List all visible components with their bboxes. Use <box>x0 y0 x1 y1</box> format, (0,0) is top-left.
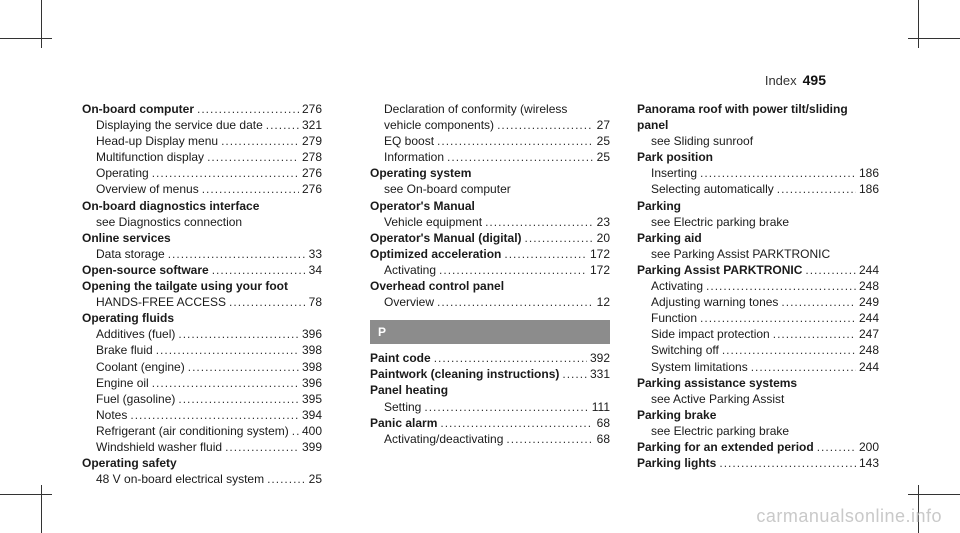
crop-mark <box>908 38 960 39</box>
index-subentry <box>370 133 610 149</box>
entry-text: Optimized acceleration <box>370 246 502 261</box>
dot-leader <box>152 165 299 181</box>
entry-text: Switching off <box>651 343 719 358</box>
page-reference: 276 <box>301 182 322 197</box>
dot-leader <box>773 326 856 342</box>
page-reference: 278 <box>301 150 322 165</box>
entry-text: Coolant (engine) <box>96 359 185 374</box>
index-heading: Operating fluids <box>82 311 175 326</box>
entry-text: Setting <box>384 399 422 414</box>
entry-text: Open-source software <box>82 262 209 277</box>
cross-reference: see Electric parking brake <box>651 423 790 438</box>
dot-leader <box>437 133 593 149</box>
entry-text: Fuel (gasoline) <box>96 391 176 406</box>
cross-reference: see Parking Assist PARKTRONIC <box>651 246 831 261</box>
page-reference: 25 <box>596 134 610 149</box>
page-reference: 244 <box>858 262 879 277</box>
page-reference: 396 <box>301 327 322 342</box>
page-reference: 25 <box>596 150 610 165</box>
entry-text: Head-up Display menu <box>96 134 219 149</box>
entry-text: Parking lights <box>637 456 717 471</box>
entry-text: Brake fluid <box>96 343 153 358</box>
page-reference: 398 <box>301 343 322 358</box>
index-subentry <box>82 326 322 342</box>
dot-leader <box>229 294 305 310</box>
entry-text: Side impact protection <box>651 327 770 342</box>
dot-leader <box>817 439 856 455</box>
dot-leader <box>562 366 587 382</box>
page-reference: 276 <box>301 166 322 181</box>
page-reference: 248 <box>858 279 879 294</box>
index-heading: Online services <box>82 230 171 245</box>
index-subentry: Declaration of conformity (wireless <box>384 102 568 116</box>
index-entry <box>637 455 879 471</box>
entry-text: On-board computer <box>82 102 195 116</box>
index-entry <box>370 230 610 246</box>
entry-text: 48 V on-board electrical system <box>96 472 265 487</box>
entry-text: HANDS-FREE ACCESS <box>96 295 227 310</box>
dot-leader <box>700 310 856 326</box>
page-reference: 12 <box>596 295 610 310</box>
index-column-2 <box>370 101 610 447</box>
index-heading: Parking brake <box>637 407 717 422</box>
entry-text: Activating/deactivating <box>384 431 504 446</box>
crop-mark <box>918 0 919 48</box>
index-subentry <box>82 471 322 487</box>
crop-mark <box>41 0 42 48</box>
page-reference: 68 <box>596 415 610 430</box>
dot-leader <box>292 423 299 439</box>
entry-text: Selecting automatically <box>651 182 774 197</box>
dot-leader <box>424 399 588 415</box>
entry-text: Operator's Manual (digital) <box>370 230 522 245</box>
section-letter-p: P <box>370 320 610 344</box>
page-reference: 27 <box>596 118 610 133</box>
page-reference: 279 <box>301 134 322 149</box>
index-column-1 <box>82 101 322 487</box>
page-reference: 23 <box>596 214 610 229</box>
page-number: 495 <box>802 72 826 88</box>
index-heading: Operating safety <box>82 456 177 471</box>
crop-mark <box>0 494 52 495</box>
cross-reference: see Electric parking brake <box>651 214 790 229</box>
index-heading: Opening the tailgate using your foot <box>82 279 288 294</box>
index-subentry <box>370 399 610 415</box>
index-entry <box>637 439 879 455</box>
entry-text: Parking Assist PARKTRONIC <box>637 262 803 277</box>
index-heading: Panorama roof with power tilt/sliding <box>637 102 848 116</box>
index-entry <box>370 366 610 382</box>
entry-text: Refrigerant (air conditioning system) <box>96 423 289 438</box>
page-reference: 200 <box>858 439 879 454</box>
entry-text: Activating <box>384 262 437 277</box>
index-subentry <box>637 294 879 310</box>
index-entry <box>82 101 322 117</box>
index-heading: Parking <box>637 198 682 213</box>
index-subentry <box>82 391 322 407</box>
entry-text: Vehicle equipment <box>384 214 483 229</box>
entry-text: Additives (fuel) <box>96 327 176 342</box>
page-reference: 248 <box>858 343 879 358</box>
cross-reference: see On-board computer <box>384 182 511 197</box>
index-heading: On-board diagnostics interface <box>82 198 260 213</box>
page-reference: 172 <box>589 262 610 277</box>
dot-leader <box>485 214 593 230</box>
entry-text: Operating <box>96 166 149 181</box>
dot-leader <box>212 262 305 278</box>
dot-leader <box>506 431 593 447</box>
page-reference: 392 <box>589 351 610 366</box>
index-subentry <box>82 294 322 310</box>
page-reference: 186 <box>858 166 879 181</box>
page-reference: 172 <box>589 246 610 261</box>
dot-leader <box>202 181 299 197</box>
index-subentry <box>637 342 879 358</box>
index-subentry <box>82 117 322 133</box>
index-heading: Operating system <box>370 166 472 181</box>
cross-reference: see Active Parking Assist <box>651 391 785 406</box>
index-heading: Park position <box>637 150 714 165</box>
entry-text: System limitations <box>651 359 748 374</box>
dot-leader <box>197 101 299 117</box>
page-header <box>765 72 826 88</box>
page-reference: 20 <box>596 230 610 245</box>
index-subentry <box>370 431 610 447</box>
dot-leader <box>266 117 299 133</box>
page-reference: 276 <box>301 102 322 116</box>
entry-text: Overview of menus <box>96 182 199 197</box>
cross-reference: see Diagnostics connection <box>96 214 243 229</box>
entry-text: Overview <box>384 295 435 310</box>
dot-leader <box>719 455 856 471</box>
index-subentry <box>82 246 322 262</box>
dot-leader <box>805 262 856 278</box>
dot-leader <box>178 391 299 407</box>
index-subentry <box>82 133 322 149</box>
page-reference: 25 <box>308 472 322 487</box>
dot-leader <box>188 359 299 375</box>
entry-text: vehicle components) <box>384 118 495 133</box>
index-heading: panel <box>637 118 669 133</box>
entry-text: Multifunction display <box>96 150 205 165</box>
index-column-3 <box>637 101 879 471</box>
index-entry <box>370 415 610 431</box>
cross-reference: see Sliding sunroof <box>651 134 754 149</box>
entry-text: Inserting <box>651 166 698 181</box>
dot-leader <box>225 439 299 455</box>
page-reference: 244 <box>858 359 879 374</box>
entry-text: Panic alarm <box>370 415 438 430</box>
entry-text: Adjusting warning tones <box>651 295 779 310</box>
index-subentry <box>370 262 610 278</box>
index-subentry <box>637 278 879 294</box>
index-heading: Overhead control panel <box>370 279 505 294</box>
entry-text: Displaying the service due date <box>96 118 263 133</box>
page-reference: 399 <box>301 439 322 454</box>
dot-leader <box>267 471 305 487</box>
page-reference: 68 <box>596 431 610 446</box>
dot-leader <box>130 407 299 423</box>
page-reference: 247 <box>858 327 879 342</box>
page-reference: 186 <box>858 182 879 197</box>
watermark: carmanualsonline.info <box>756 506 942 526</box>
entry-text: Data storage <box>96 246 165 261</box>
page-reference: 33 <box>308 246 322 261</box>
index-subentry <box>637 359 879 375</box>
entry-text: Windshield washer fluid <box>96 439 223 454</box>
entry-text: Parking for an extended period <box>637 439 814 454</box>
index-subentry <box>637 310 879 326</box>
index-subentry <box>82 359 322 375</box>
index-subentry <box>370 117 610 133</box>
index-heading: Operator's Manual <box>370 198 475 213</box>
index-subentry <box>637 181 879 197</box>
index-subentry <box>370 294 610 310</box>
dot-leader <box>700 165 856 181</box>
entry-text: Information <box>384 150 445 165</box>
page-reference: 331 <box>589 367 610 382</box>
dot-leader <box>178 326 299 342</box>
index-subentry <box>370 214 610 230</box>
crop-mark <box>41 485 42 533</box>
dot-leader <box>751 359 856 375</box>
dot-leader <box>168 246 305 262</box>
page-reference: 78 <box>308 295 322 310</box>
page-reference: 398 <box>301 359 322 374</box>
page-reference: 34 <box>308 262 322 277</box>
page-reference: 394 <box>301 407 322 422</box>
entry-text: Paint code <box>370 351 431 366</box>
page-reference: 143 <box>858 456 879 471</box>
index-entry <box>82 262 322 278</box>
page-reference: 249 <box>858 295 879 310</box>
entry-text: Paintwork (cleaning instructions) <box>370 367 560 382</box>
index-subentry <box>82 149 322 165</box>
page-reference: 395 <box>301 391 322 406</box>
crop-mark <box>0 38 52 39</box>
index-subentry <box>82 181 322 197</box>
dot-leader <box>439 262 587 278</box>
dot-leader <box>722 342 856 358</box>
entry-text: Notes <box>96 407 128 422</box>
index-subentry <box>82 165 322 181</box>
page-reference: 400 <box>301 423 322 438</box>
page-reference: 111 <box>591 399 610 414</box>
entry-text: Engine oil <box>96 375 149 390</box>
index-heading: Parking aid <box>637 230 702 245</box>
dot-leader <box>440 415 593 431</box>
index-entry <box>370 350 610 366</box>
entry-text: Function <box>651 311 698 326</box>
index-subentry <box>82 375 322 391</box>
dot-leader <box>221 133 299 149</box>
index-heading: Parking assistance systems <box>637 375 798 390</box>
dot-leader <box>156 342 299 358</box>
index-entry <box>370 246 610 262</box>
dot-leader <box>207 149 299 165</box>
crop-mark <box>908 494 960 495</box>
index-subentry <box>82 342 322 358</box>
dot-leader <box>525 230 593 246</box>
index-subentry <box>82 439 322 455</box>
dot-leader <box>434 350 587 366</box>
index-heading: Panel heating <box>370 383 449 398</box>
dot-leader <box>497 117 593 133</box>
dot-leader <box>447 149 593 165</box>
index-subentry <box>637 165 879 181</box>
section-title: Index <box>764 73 797 88</box>
page-reference: 244 <box>858 311 879 326</box>
index-subentry <box>82 423 322 439</box>
index-subentry <box>82 407 322 423</box>
dot-leader <box>706 278 856 294</box>
page-reference: 321 <box>301 118 322 133</box>
page-reference: 396 <box>301 375 322 390</box>
dot-leader <box>781 294 856 310</box>
dot-leader <box>437 294 593 310</box>
entry-text: EQ boost <box>384 134 435 149</box>
index-subentry <box>370 149 610 165</box>
entry-text: Activating <box>651 279 704 294</box>
dot-leader <box>152 375 299 391</box>
index-subentry <box>637 326 879 342</box>
index-entry <box>637 262 879 278</box>
dot-leader <box>504 246 587 262</box>
dot-leader <box>777 181 856 197</box>
